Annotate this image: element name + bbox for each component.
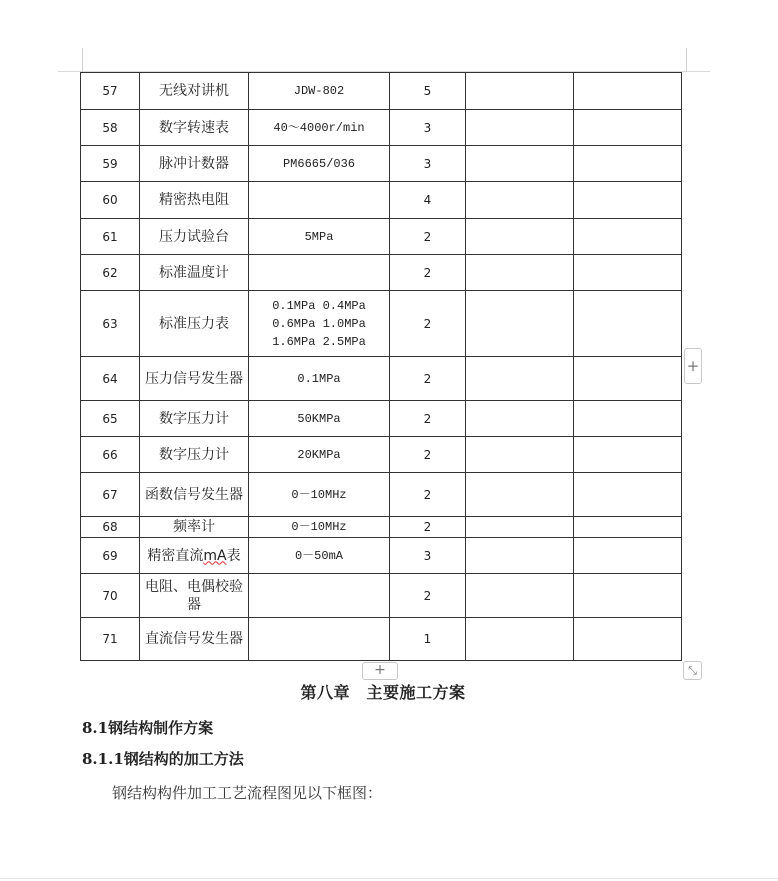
add-column-button[interactable]: + [684, 348, 702, 384]
empty-cell[interactable] [574, 291, 682, 357]
equipment-quantity[interactable]: 5 [390, 73, 466, 110]
table-row [81, 182, 682, 219]
row-number[interactable]: 60 [81, 182, 140, 219]
margin-corner-left [82, 48, 83, 72]
spec-line: 1.6MPa 2.5MPa [272, 334, 366, 349]
empty-cell[interactable] [466, 618, 574, 661]
equipment-quantity[interactable]: 2 [390, 401, 466, 437]
table-row [81, 357, 682, 401]
equipment-quantity[interactable]: 2 [390, 357, 466, 401]
empty-cell[interactable] [574, 618, 682, 661]
empty-cell[interactable] [466, 219, 574, 255]
equipment-name[interactable]: 直流信号发生器 [140, 618, 249, 661]
empty-cell[interactable] [466, 517, 574, 538]
subsection-heading: 8.1.1钢结构的加工方法 [82, 750, 244, 768]
empty-cell[interactable] [574, 473, 682, 517]
equipment-spec[interactable] [249, 618, 390, 661]
row-number[interactable]: 63 [81, 291, 140, 357]
row-number[interactable]: 57 [81, 73, 140, 110]
table-row [81, 146, 682, 182]
row-number[interactable]: 68 [81, 517, 140, 538]
spelling-flag[interactable]: mA [203, 547, 227, 564]
equipment-quantity[interactable]: 2 [390, 255, 466, 291]
equipment-name[interactable]: 频率计 [140, 517, 249, 538]
equipment-name[interactable]: 数字压力计 [140, 437, 249, 473]
equipment-spec[interactable] [249, 517, 390, 538]
spec-line: 0.6MPa 1.0MPa [272, 316, 366, 331]
empty-cell[interactable] [466, 357, 574, 401]
empty-cell[interactable] [574, 255, 682, 291]
equipment-name[interactable]: 数字转速表 [140, 110, 249, 146]
spec-line: 0－10MHz [291, 487, 347, 502]
equipment-name[interactable]: 精密热电阻 [140, 182, 249, 219]
row-number[interactable]: 58 [81, 110, 140, 146]
empty-cell[interactable] [466, 538, 574, 574]
empty-cell[interactable] [574, 574, 682, 618]
table-row [81, 401, 682, 437]
equipment-quantity[interactable]: 2 [390, 219, 466, 255]
equipment-spec[interactable] [249, 182, 390, 219]
equipment-spec[interactable] [249, 219, 390, 255]
empty-cell[interactable] [574, 437, 682, 473]
empty-cell[interactable] [466, 574, 574, 618]
equipment-name[interactable]: 标准温度计 [140, 255, 249, 291]
table-row [81, 437, 682, 473]
equipment-quantity[interactable]: 3 [390, 146, 466, 182]
empty-cell[interactable] [466, 182, 574, 219]
row-number[interactable]: 62 [81, 255, 140, 291]
row-number[interactable]: 69 [81, 538, 140, 574]
table-resize-icon[interactable]: ⤡ [683, 661, 702, 680]
row-number[interactable]: 67 [81, 473, 140, 517]
equipment-spec[interactable] [249, 255, 390, 291]
empty-cell[interactable] [466, 401, 574, 437]
empty-cell[interactable] [574, 517, 682, 538]
row-number[interactable]: 59 [81, 146, 140, 182]
empty-cell[interactable] [466, 73, 574, 110]
page-bottom-divider [0, 878, 778, 879]
add-row-button[interactable]: + [362, 662, 398, 680]
equipment-quantity[interactable]: 2 [390, 517, 466, 538]
equipment-name[interactable]: 脉冲计数器 [140, 146, 249, 182]
empty-cell[interactable] [466, 146, 574, 182]
table-row [81, 219, 682, 255]
equipment-spec[interactable] [249, 538, 390, 574]
spec-line: 0.1MPa 0.4MPa [272, 298, 366, 313]
row-number[interactable]: 66 [81, 437, 140, 473]
equipment-spec[interactable] [249, 110, 390, 146]
empty-cell[interactable] [466, 110, 574, 146]
spec-line: 0－50mA [294, 548, 343, 563]
margin-corner-right [686, 48, 687, 72]
empty-cell[interactable] [574, 357, 682, 401]
equipment-name[interactable]: 函数信号发生器 [140, 473, 249, 517]
equipment-name[interactable]: 压力试验台 [140, 219, 249, 255]
name-part: 精密直流 [147, 547, 204, 564]
equipment-name[interactable]: 标准压力表 [140, 291, 249, 357]
empty-cell[interactable] [466, 437, 574, 473]
empty-cell[interactable] [574, 146, 682, 182]
row-number[interactable]: 61 [81, 219, 140, 255]
row-number[interactable]: 71 [81, 618, 140, 661]
equipment-name[interactable] [140, 538, 249, 574]
chapter-title: 第八章 主要施工方案 [300, 683, 466, 702]
table-row [81, 255, 682, 291]
empty-cell[interactable] [574, 401, 682, 437]
equipment-name[interactable]: 无线对讲机 [140, 73, 249, 110]
spec-line: 40～4000r/min [273, 120, 365, 135]
spec-line: JDW-802 [293, 84, 345, 98]
equipment-quantity[interactable]: 2 [390, 437, 466, 473]
body-paragraph: 钢结构构件加工工艺流程图见以下框图： [112, 784, 383, 802]
empty-cell[interactable] [466, 291, 574, 357]
equipment-name[interactable]: 电阻、电偶校验器 [140, 574, 249, 618]
equipment-quantity[interactable]: 2 [390, 291, 466, 357]
spec-line: 0－10MHz [291, 520, 347, 534]
equipment-spec[interactable] [249, 291, 390, 357]
empty-cell[interactable] [466, 255, 574, 291]
equipment-table [80, 72, 682, 661]
name-part: 表 [226, 547, 241, 564]
table-row [81, 73, 682, 110]
equipment-name[interactable]: 数字压力计 [140, 401, 249, 437]
empty-cell[interactable] [574, 73, 682, 110]
equipment-spec[interactable] [249, 146, 390, 182]
equipment-spec[interactable] [249, 473, 390, 517]
section-heading: 8.1钢结构制作方案 [82, 719, 214, 737]
empty-cell[interactable] [574, 110, 682, 146]
empty-cell[interactable] [466, 473, 574, 517]
spec-line: 0.1MPa [297, 371, 341, 386]
table-row [81, 473, 682, 517]
table-row [81, 574, 682, 618]
equipment-quantity[interactable]: 2 [390, 574, 466, 618]
empty-cell[interactable] [574, 538, 682, 574]
equipment-table-body [81, 73, 682, 661]
spec-line: 5MPa [304, 229, 334, 244]
spec-line: 50KMPa [297, 411, 341, 426]
spec-line: 20KMPa [297, 447, 341, 462]
equipment-quantity[interactable]: 4 [390, 182, 466, 219]
row-number[interactable]: 64 [81, 357, 140, 401]
empty-cell[interactable] [574, 182, 682, 219]
table-row [81, 618, 682, 661]
equipment-spec[interactable] [249, 437, 390, 473]
table-row [81, 110, 682, 146]
equipment-name[interactable]: 压力信号发生器 [140, 357, 249, 401]
equipment-spec[interactable] [249, 401, 390, 437]
equipment-quantity[interactable]: 3 [390, 538, 466, 574]
row-number[interactable]: 65 [81, 401, 140, 437]
equipment-quantity[interactable]: 3 [390, 110, 466, 146]
row-number[interactable]: 70 [81, 574, 140, 618]
equipment-spec[interactable] [249, 357, 390, 401]
spec-line: PM6665/036 [282, 156, 355, 171]
equipment-spec[interactable] [249, 574, 390, 618]
table-row [81, 291, 682, 357]
empty-cell[interactable] [574, 219, 682, 255]
equipment-spec[interactable] [249, 73, 390, 110]
equipment-quantity[interactable]: 2 [390, 473, 466, 517]
table-row [81, 517, 682, 538]
equipment-quantity[interactable]: 1 [390, 618, 466, 661]
table-row [81, 538, 682, 574]
